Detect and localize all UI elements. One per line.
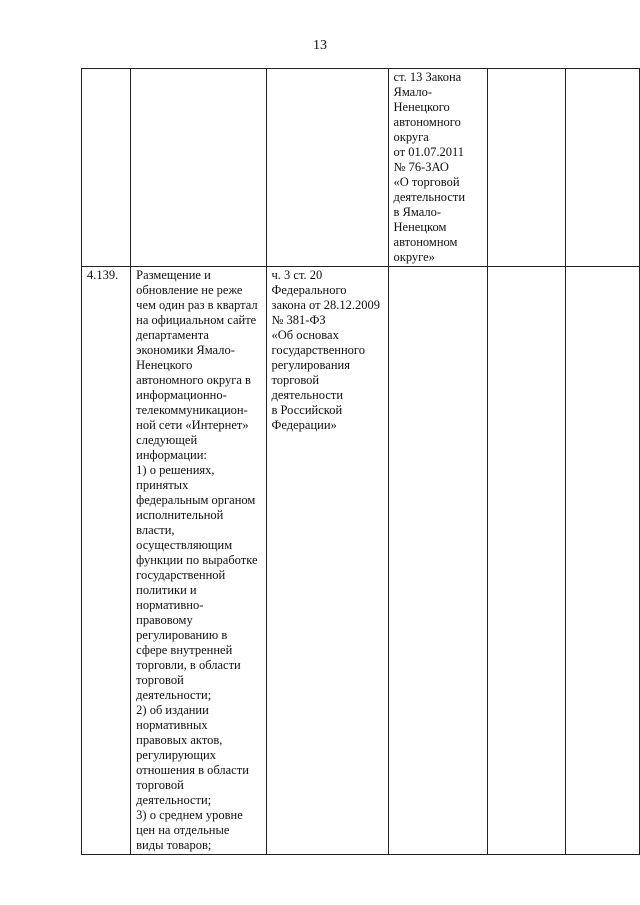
cell-number: [82, 69, 131, 267]
cell-empty-5: [487, 267, 565, 855]
cell-requirement: [131, 69, 266, 267]
page-number: 13: [313, 38, 327, 53]
requirements-table: [81, 68, 640, 855]
cell-requirement: Размещение и обновление не реже чем один раз в квартал на официальном сайте департамента экономики Ямало- Ненецкого автономного округа в информационно- телекоммуникацион- ной сети «Интернет» следующей информации: 1) о решениях, принятых федеральным органом исполнительной власти, осуществляющим функции по выработке государственной политики и нормативно- правовому регулированию в сфере внутренней торговли, в области торговой деятельности; 2) об издании нормативных правовых актов, регулирующих отношения в области торговой деятельности; 3) о среднем уровне цен на отдельные виды товаров;: [131, 267, 266, 855]
cell-number: 4.139.: [82, 267, 131, 855]
cell-empty-6: [565, 69, 639, 267]
table-row: [82, 69, 640, 267]
table-row: [82, 267, 640, 855]
cell-source: ч. 3 ст. 20 Федерального закона от 28.12.2009 № 381-ФЗ «Об основах государственного регулирования торговой деятельности в Российской Федерации»: [266, 267, 388, 855]
cell-regional-source: ст. 13 Закона Ямало- Ненецкого автономного округа от 01.07.2011 № 76-ЗАО «О торговой деятельности в Ямало- Ненецком автономном округе»: [388, 69, 487, 267]
cell-empty-5: [487, 69, 565, 267]
cell-regional-source: [388, 267, 487, 855]
cell-source: [266, 69, 388, 267]
cell-empty-6: [565, 267, 639, 855]
